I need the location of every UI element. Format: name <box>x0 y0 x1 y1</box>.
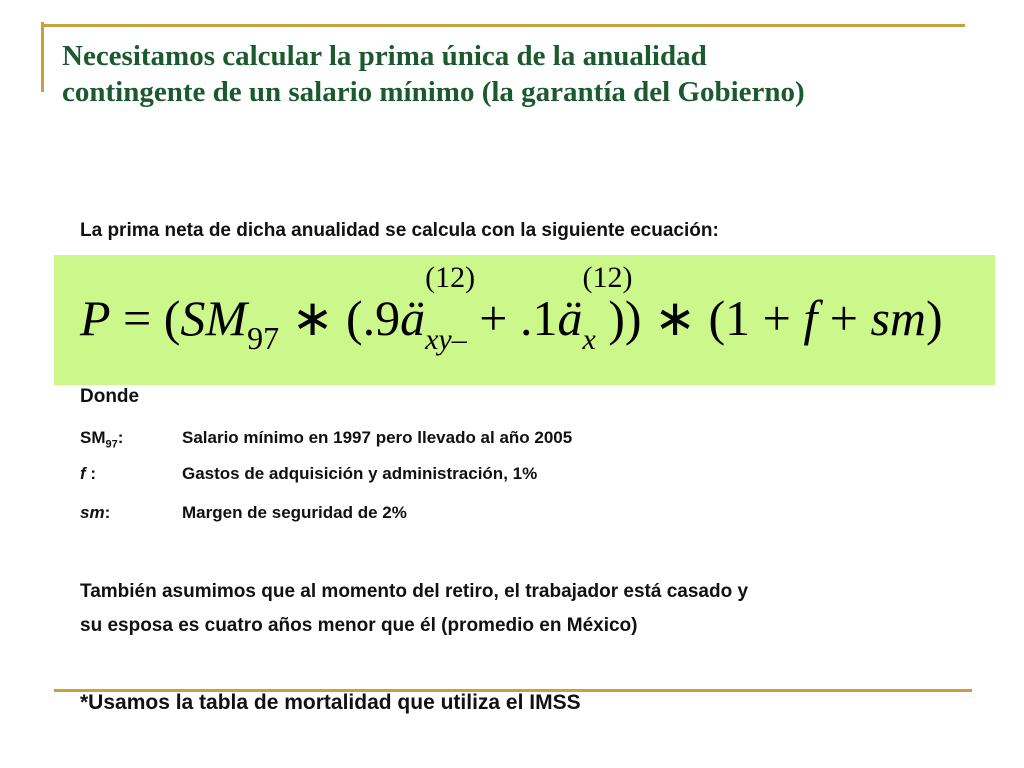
formula-eq-open: = ( <box>110 290 181 346</box>
formula-annuity-joint-sub: xy <box>425 323 452 356</box>
top-accent-rule <box>44 24 965 27</box>
assumption-line-2: su esposa es cuatro años menor que él (promedio en México) <box>80 615 638 636</box>
definition-description: Margen de seguridad de 2% <box>182 503 407 522</box>
formula-sm-subscript: 97 <box>247 320 280 356</box>
formula-annuity-single-sub: x <box>582 323 596 356</box>
title-line-1: Necesitamos calcular la prima única de la anualidad <box>62 40 707 72</box>
formula-sm: SM <box>180 290 248 346</box>
term-sm-subscript: 97 <box>105 438 118 451</box>
term-sm: SM <box>80 428 106 447</box>
term-colon: : <box>104 503 111 522</box>
formula-box <box>54 255 995 385</box>
assumption-line-1: También asumimos que al momento del retiro, el trabajador está casado y <box>80 581 749 602</box>
formula-close: ) <box>926 290 943 346</box>
formula-mid-4: + <box>817 290 871 346</box>
formula-annuity-joint-sup: (12) <box>425 261 476 294</box>
term-colon: : <box>85 464 97 483</box>
formula-p: P <box>80 290 111 346</box>
definition-description: Salario mínimo en 1997 pero llevado al año 2005 <box>182 428 573 447</box>
donde-heading: Donde <box>80 386 140 407</box>
title-line-2: contingente de un salario mínimo (la garantía del Gobierno) <box>62 76 805 108</box>
formula-annuity-single: ä <box>557 290 583 346</box>
term-colon: : <box>117 428 124 447</box>
premium-equation <box>80 263 943 379</box>
definition-term <box>80 502 110 524</box>
term-sm-margin: sm <box>80 503 105 522</box>
formula-annuity-single-sup: (12) <box>582 261 633 294</box>
formula-annuity-joint: ä <box>400 290 426 346</box>
definition-term <box>80 427 123 455</box>
intro-text: La prima neta de dicha anualidad se calcula con la siguiente ecuación: <box>80 220 719 241</box>
assumption-paragraph <box>80 575 748 643</box>
formula-sm-margin: sm <box>870 290 927 346</box>
slide-title <box>62 38 962 110</box>
footnote: *Usamos la tabla de mortalidad que utiliza el IMSS <box>80 691 581 714</box>
definition-term <box>80 463 96 485</box>
formula-f: f <box>803 290 818 346</box>
formula-mid-3: )) ∗ (1 + <box>595 290 804 346</box>
formula-mid-1: ∗ (.9 <box>279 290 401 346</box>
formula-mid-2: + .1 <box>466 290 558 346</box>
term-f: f <box>80 464 86 483</box>
formula-annuity-joint-tail: – <box>451 323 467 356</box>
formula-annuity-joint-indices <box>425 261 476 356</box>
left-accent-rule <box>41 22 44 92</box>
formula-annuity-single-indices <box>582 261 633 356</box>
definition-description: Gastos de adquisición y administración, 1% <box>182 464 538 483</box>
